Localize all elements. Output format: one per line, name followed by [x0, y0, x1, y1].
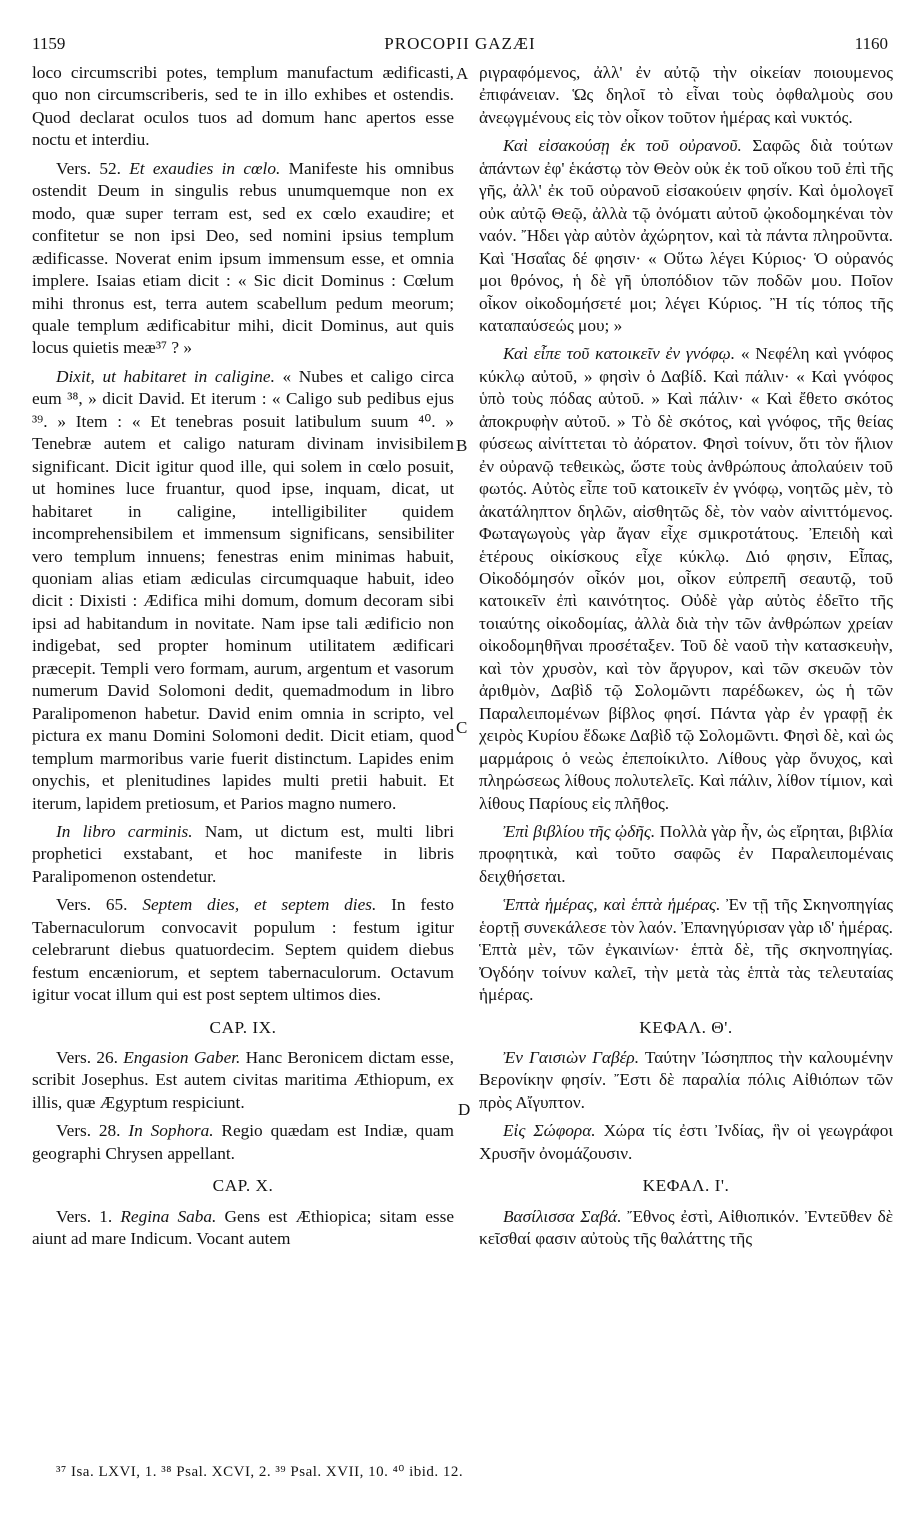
lemma: In Sophora. — [128, 1121, 214, 1141]
greek-column — [479, 62, 893, 1257]
chapter-heading: ΚΕΦΑΛ. Ι'. — [642, 1176, 730, 1196]
latin-column — [32, 62, 454, 1257]
latin-paragraph — [32, 1120, 454, 1165]
greek-paragraph — [479, 135, 893, 337]
commentary-text: Hanc Beronicem dictam esse, scribit Josephus. Est autem civitas maritima Æthiopum, ex illis, quæ Ægyptum respiciunt. — [32, 1048, 454, 1112]
greek-paragraph — [479, 343, 893, 815]
lemma: Ἐπὶ βιβλίου τῆς ᾠδῆς. — [503, 821, 656, 841]
commentary-text: Πολλὰ γὰρ ἦν, ὡς εἴρηται, βιβλία προφητικὰ, καὶ τοῦτο σαφῶς ἐν Παραλειπομέναις δειχθήσεται. — [479, 821, 893, 886]
lemma: Καὶ εἶπε τοῦ κατοικεῖν ἐν γνόφῳ. — [503, 344, 736, 364]
right-page-number: 1160 — [854, 34, 888, 53]
verse-ref: Vers. 52. — [56, 158, 121, 178]
latin-paragraph — [32, 1206, 454, 1251]
greek-paragraph — [479, 1206, 893, 1251]
commentary-text: Nam, ut dictum est, multi libri prophetici exstabant, et hoc manifeste in libris Paralipomenon ostendetur. — [32, 821, 455, 886]
commentary-text: Ἐν τῇ τῆς Σκηνοπηγίας ἑορτῇ συνεκάλεσε τὸν λαόν. Ἐπανηγύρισαν γὰρ ιδ' ἡμέρας. Ἑπτὰ μὲν, τῶν ἐγκαινίων· ἑπτὰ δὲ, τῆς σκηνοπηγίας. Ὀγδόην τοίνυν καλεῖ, τὴν μετὰ τὰς ἑπτὰ τὰς τελευταίας ἡμέρας. — [479, 895, 894, 1005]
commentary-text: Gens est Æthiopica; sitam esse aiunt ad mare Indicum. Vocant autem — [32, 1206, 454, 1249]
lemma: Regina Saba. — [120, 1206, 217, 1226]
verse-ref: Vers. 1. — [56, 1206, 113, 1226]
greek-paragraph — [479, 821, 893, 888]
commentary-text: Regio quædam est Indiæ, quam geographi Chrysen appellant. — [32, 1121, 454, 1163]
footnotes: ³⁷ Isa. LXVI, 1. ³⁸ Psal. XCVI, 2. ³⁹ Psal. XVII, 10. ⁴⁰ ibid. 12. — [56, 1464, 464, 1480]
lemma: Engasion Gaber. — [123, 1048, 241, 1068]
commentary-text: « Νεφέλη καὶ γνόφος κύκλῳ αὐτοῦ, » φησὶν ὁ Δαβίδ. Καὶ πάλιν· « Καὶ γνόφος ὑπὸ τοὺς πόδας αὐτοῦ. » Καὶ πάλιν· « Καὶ ἔθετο σκότος ἀποκρυφὴν αὐτοῦ. » Τὸ δὲ σκότος, καὶ γνόφος, τῆς θείας φύσεως αἰνίττεται τὸ ἀόρατον. Φησὶ τοίνυν, ὅτι τὸν ἥλιον ἐν οὐρανῷ τεθεικὼς, ὥστε τοὺς ἀνθρώπους ἀπολαύειν τοῦ φωτός. Αὐτὸς εἶπε τοῦ κατοικεῖν ἐν γνόφῳ, νοητῶς μὲν, τὸ ἀκατάληπτον δηλῶν, αἰσθητῶς δὲ, τὸν ναὸν αἰνιττόμενος. Φωταγωγοὺς γὰρ ἄγαν εἶχε σμικροτάτους. Ἐπειδὴ καὶ ἑτέρους οἰκίσκους εἶχε κύκλῳ. Διό φησιν, Εἶπας, Οἰκοδόμησόν οἶκόν μοι, οἶκον εὐπρεπῆ σεαυτῷ, τοῦ κατοικεῖν ἐπὶ καινότητος. Οὐδὲ γὰρ αὐτὸς ἐδεῖτο τῆς τοιαύτης οἰκοδομίας, ἀλλὰ διὰ τὴν τῶν ἀνθρώπων χρείαν οἰκοδομηθῆναι προσέταξεν. Τοῦ δὲ ναοῦ τὴν κατασκευὴν, καὶ τὸν χρυσὸν, καὶ τὸν ἄργυρον, καὶ τῶν σκευῶν τὸν ἀριθμὸν, Δαβὶδ τῷ Σολομῶντι παρέδωκεν, ὡς ἡ τῶν Παραλειπομένων βίβλος φησί. Πάντα γὰρ ἐν γραφῇ ἐκ χειρὸς Κυρίου ἔδωκε Δαβὶδ τῷ Σολομῶντι. Φησὶ δὲ, καὶ ὡς μαρμάροις ὁ νεὼς ἐπεποίκιλτο. Λίθους γὰρ ὄνυχος, καὶ πληρώσεως λίθους πολυτελεῖς. Καὶ πάλιν, λίθον τίμιον, καὶ λίθους Παρίους εἰς πλῆθος. — [479, 344, 893, 813]
margin-letter-b: B — [456, 436, 468, 455]
commentary-text: Manifeste his omnibus ostendit Deum in singulis rebus unumquemque non ex modo, quæ super terram est, sed ex cœlo exaudire; et confitetur se non ipsi Deo, sed nomini ipsius templum ædificasse. Noverat enim ipsum immensum esse, et omnia implere. Isaias etiam dicit : « Sic dicit Dominus : Cœlum mihi thronus est, terra autem scabellum pedum meorum; quale templum ædificabitur mihi, dicit Dominus, aut quis locus quietis meæ³⁷ ? » — [32, 158, 454, 358]
commentary-text: « Nubes et caligo circa eum ³⁸, » dicit David. Et iterum : « Caligo sub pedibus ejus ³⁹. » Item : « Et tenebras posuit latibulum suum ⁴⁰. » Tenebræ autem et caligo naturam divinam invisibilem significant. Dicit igitur quod ille, qui solem in cœlo posuit, ut homines luce fruantur, quod ipse, inquam, dicat, ut habitaret in caligine, intelligibiliter quidem incomprehensibilem et immensum significans, sensibiliter vero templum innuens; fenestras enim minimas habuit, quoniam alias etiam ædiculas circumquaque habuit, ideo dicit : Dixisti : Ædifica mihi domum, domum decoram sibi ipsi ad habitandum in novitate. Nam ipse tali ædificio non indigebat, sed propter hominum utilitatem ædificari præcepit. Templi vero formam, aurum, argentum et vasorum numerum David Solomoni dedit, quemadmodum in libro Paralipomenon habetur. David enim omnia in scripto, vel pictura ex manu Domini Solomoni dedit. Dicit etiam, quod templum marmoribus varie fuerit distinctum. Lapides enim onychis, et plenitudines lapides multi pretii habuit. Et iterum, lapidem pretiosum, et Parios magno numero. — [32, 366, 455, 813]
latin-paragraph — [32, 821, 454, 888]
margin-letter-a: A — [456, 64, 469, 83]
greek-paragraph — [479, 1120, 893, 1165]
lemma: Εἰς Σώφορα. — [503, 1121, 596, 1141]
chapter-heading: CAP. X. — [212, 1176, 274, 1196]
verse-ref: Vers. 28. — [56, 1121, 121, 1141]
verse-ref: Vers. 26. — [56, 1048, 118, 1068]
commentary-text: Σαφῶς διὰ τούτων ἁπάντων ἐφ' ἑκάστῳ τὸν Θεὸν οὐκ ἐκ τοῦ οἴκου τοῦ ἐπὶ τῆς γῆς, ἀλλ' ἐκ τοῦ οὐρανοῦ εἰσακούειν φησίν. Καὶ ὁμολογεῖ οὐκ αὐτῷ Θεῷ, ἀλλὰ τῷ ὀνόματι αὐτοῦ ᾠκοδομηκέναι τὸν ναόν. Ἤδει γὰρ αὐτὸν ἀχώρητον, καὶ τὰ πάντα πληροῦντα. Καὶ Ἡσαΐας δέ φησιν· « Οὕτω λέγει Κύριος· Ὁ οὐρανός μοι θρόνος, ἡ δὲ γῆ ὑποπόδιον τῶν ποδῶν μου. Ποῖον οἶκον οἰκοδομήσετέ μοι; λέγει Κύριος. Ἢ τίς τόπος τῆς καταπαύσεώς μου; » — [479, 136, 893, 335]
margin-letter-c: C — [456, 718, 468, 737]
page-header — [32, 34, 888, 60]
commentary-text: In festo Tabernaculorum convocavit populum : festum igitur celebrarunt diebus quatuordecim. Septem quidem diebus festum encæniorum, et septem tabernaculorum. Octavum igitur vocat illum qui est post septem ultimos dies. — [32, 895, 454, 1005]
latin-paragraph: loco circumscribi potes, templum manufactum ædificasti, quo non circumscriberis, sed te in illo exhibes et ostendis. Quod declarat oculos tuos ad domum hanc apertos esse noctu et interdiu. — [32, 63, 454, 150]
commentary-text: Χώρα τίς ἐστι Ἰνδίας, ἣν οἱ γεωγράφοι Χρυσῆν ὀνομάζουσιν. — [479, 1121, 893, 1163]
latin-paragraph — [32, 1047, 454, 1114]
commentary-text: Ἔθνος ἐστὶ, Αἰθιοπικόν. Ἐντεῦθεν δὲ κεῖσθαί φασιν αὐτοὺς τῆς θαλάττης τῆς — [479, 1206, 894, 1249]
lemma: Ἐν Γαισιὼν Γαβέρ. — [503, 1048, 640, 1068]
margin-letter-d: D — [458, 1100, 471, 1119]
latin-paragraph — [32, 158, 454, 360]
left-page-number: 1159 — [32, 34, 66, 53]
running-title: PROCOPII GAZÆI — [384, 34, 536, 53]
lemma: Καὶ εἰσακούσῃ ἐκ τοῦ οὐρανοῦ. — [503, 136, 742, 156]
chapter-heading: ΚΕΦΑΛ. Θ'. — [639, 1017, 733, 1037]
lemma: In libro carminis. — [56, 821, 193, 841]
lemma: Dixit, ut habitaret in caligine. — [56, 366, 275, 386]
lemma: Βασίλισσα Σαβά. — [503, 1206, 622, 1226]
greek-paragraph — [479, 1047, 893, 1114]
lemma: Septem dies, et septem dies. — [142, 895, 377, 915]
chapter-heading: CAP. IX. — [209, 1017, 277, 1037]
lemma: Ἑπτὰ ἡμέρας, καὶ ἑπτὰ ἡμέρας. — [503, 895, 721, 915]
latin-paragraph — [32, 894, 454, 1006]
commentary-text: Ταύτην Ἰώσηππος τὴν καλουμένην Βερονίκην φησίν. Ἔστι δὲ παραλία πόλις Αἰθιόπων τῶν πρὸς Αἴγυπτον. — [479, 1048, 893, 1112]
verse-ref: Vers. 65. — [56, 895, 128, 915]
greek-paragraph: ριγραφόμενος, ἀλλ' ἐν αὐτῷ τὴν οἰκείαν ποιουμενος ἐπιφάνειαν. Ὡς δηλοῖ τὸ εἶναι τοὺς ὀφθαλμοὺς σου ἀνεῳγμένους εἰς τὸν οἶκον τοῦτον ἡμέρας καὶ νυκτός. — [479, 63, 893, 127]
lemma: Et exaudies in cœlo. — [129, 158, 281, 178]
greek-paragraph — [479, 894, 893, 1006]
latin-paragraph — [32, 366, 454, 815]
